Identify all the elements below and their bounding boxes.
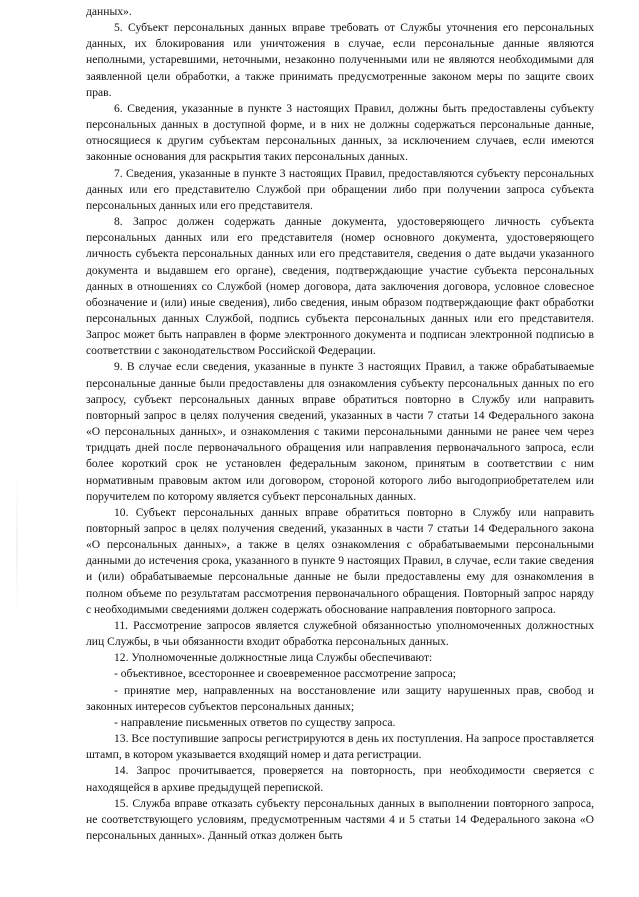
- paragraph-10: 10. Субъект персональных данных вправе обратиться повторно в Службу или направить повторный запрос в целях получения сведений, указанных в части 7 статьи 14 Федерального закона «О персональных данных», а также в целях ознакомления с обрабатываемыми персональными данными до истечения срока, указанного в пункте 9 настоящих Правил, в случае, если такие сведения и (или) обрабатываемые персональные данные не были предоставлены ему для ознакомления в полном объеме по результатам рассмотрения первоначального обращения. Повторный запрос наряду с необходимыми сведениями должен содержать обоснование направления повторного запроса.: [86, 505, 594, 616]
- paragraph-14: 14. Запрос прочитывается, проверяется на повторность, при необходимости сверяется с находящейся в архиве предыдущей перепиской.: [86, 764, 594, 794]
- list-item-restore-rights: - принятие мер, направленных на восстановление или защиту нарушенных прав, свобод и законных интересов субъектов персональных данных;: [86, 683, 594, 713]
- paragraph-7: 7. Сведения, указанные в пункте 3 настоящих Правил, предоставляются субъекту персональных данных или его представителю Службой при обращении либо при получении запроса субъекта персональных данных или его представителя.: [86, 166, 594, 212]
- paragraph-9: 9. В случае если сведения, указанные в пункте 3 настоящих Правил, а также обрабатываемые персональные данные были предоставлены для ознакомления субъекту персональных данных по его запросу, субъект персональных данных вправе обратиться повторно в Службу или направить повторный запрос в целях получения сведений, указанных в части 7 статьи 14 Федерального закона «О персональных данных», и ознакомления с такими персональными данными не ранее чем через тридцать дней после первоначального обращения или направления первоначального запроса, если более короткий срок не установлен федеральным законом, принятым в соответствии с ним нормативным правовым актом или договором, стороной которого либо выгодоприобретателем или поручителем по которому является субъект персональных данных.: [86, 360, 594, 503]
- paragraph-12: 12. Уполномоченные должностные лица Службы обеспечивают:: [114, 651, 433, 665]
- scan-margin-shadow: [16, 470, 18, 620]
- paragraph-11: 11. Рассмотрение запросов является служебной обязанностью уполномоченных должностных лиц Службы, в чьи обязанности входит обработка персональных данных.: [86, 618, 594, 649]
- paragraph-5: 5. Субъект персональных данных вправе требовать от Службы уточнения его персональных данных, их блокирования или уничтожения в случае, если персональные данные являются неполными, устаревшими, неточными, незаконно полученными или не являются необходимыми для заявленной цели обработки, а также принимать предусмотренные законом меры по защите своих прав.: [86, 21, 594, 99]
- document-page: [86, 4, 594, 844]
- paragraph-6: 6. Сведения, указанные в пункте 3 настоящих Правил, должны быть предоставлены субъекту персональных данных в доступной форме, и в них не должны содержаться персональные данные, относящиеся к другим субъектам персональных данных, за исключением случаев, если имеются законные основания для раскрытия таких персональных данных.: [86, 101, 594, 164]
- paragraph-13: 13. Все поступившие запросы регистрируются в день их поступления. На запросе проставляется штамп, в котором указывается входящий номер и дата регистрации.: [86, 732, 594, 762]
- list-item-objective-review: - объективное, всестороннее и своевременное рассмотрение запроса;: [114, 667, 456, 681]
- paragraph-15: 15. Служба вправе отказать субъекту персональных данных в выполнении повторного запроса, не соответствующего условиям, предусмотренным частями 4 и 5 статьи 14 Федерального закона «О персональных данных». Данный отказ должен быть: [86, 796, 594, 842]
- list-item-written-answers: - направление письменных ответов по существу запроса.: [114, 715, 396, 729]
- paragraph-8: 8. Запрос должен содержать данные документа, удостоверяющего личность субъекта персональных данных или его представителя (номер основного документа, удостоверяющего личность субъекта персональных данных или его представителя, сведения о дате выдачи указанного документа и выдавшем его органе), сведения, подтверждающие участие субъекта персональных данных в отношениях со Службой (номер договора, дата заключения договора, условное словесное обозначение и (или) иные сведения), либо сведения, иным образом подтверждающие факт обработки персональных данных Службой, подпись субъекта персональных данных или его представителя. Запрос может быть направлен в форме электронного документа и подписан электронной подписью в соответствии с законодательством Российской Федерации.: [86, 215, 594, 358]
- paragraph-continuation: данных».: [86, 5, 132, 18]
